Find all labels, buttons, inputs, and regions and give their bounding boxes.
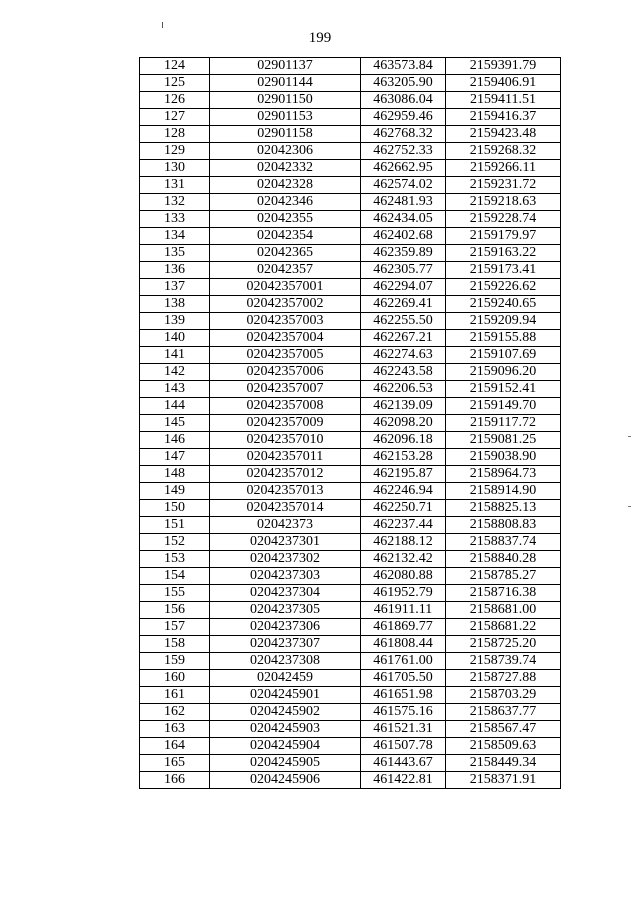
table-row (140, 500, 561, 517)
y-coordinate-cell: 2159081.25 (446, 432, 561, 449)
row-number-cell: 130 (140, 160, 210, 177)
y-coordinate-cell: 2158681.00 (446, 602, 561, 619)
point-id-cell: 0204245905 (210, 755, 361, 772)
y-coordinate-cell: 2158716.38 (446, 585, 561, 602)
y-coordinate-cell: 2159209.94 (446, 313, 561, 330)
x-coordinate-cell: 462237.44 (361, 517, 446, 534)
point-id-cell: 02042357 (210, 262, 361, 279)
point-id-cell: 02042357003 (210, 313, 361, 330)
table-row (140, 483, 561, 500)
table-row (140, 738, 561, 755)
point-id-cell: 0204245904 (210, 738, 361, 755)
row-number-cell: 159 (140, 653, 210, 670)
y-coordinate-cell: 2159266.11 (446, 160, 561, 177)
x-coordinate-cell: 462269.41 (361, 296, 446, 313)
table-row (140, 721, 561, 738)
x-coordinate-cell: 461705.50 (361, 670, 446, 687)
row-number-cell: 143 (140, 381, 210, 398)
y-coordinate-cell: 2159406.91 (446, 75, 561, 92)
x-coordinate-cell: 462574.02 (361, 177, 446, 194)
point-id-cell: 02042459 (210, 670, 361, 687)
table-row (140, 211, 561, 228)
x-coordinate-cell: 461521.31 (361, 721, 446, 738)
y-coordinate-cell: 2158509.63 (446, 738, 561, 755)
row-number-cell: 149 (140, 483, 210, 500)
table-row (140, 228, 561, 245)
row-number-cell: 151 (140, 517, 210, 534)
row-number-cell: 128 (140, 126, 210, 143)
y-coordinate-cell: 2159268.32 (446, 143, 561, 160)
table-row (140, 160, 561, 177)
x-coordinate-cell: 463086.04 (361, 92, 446, 109)
table-row (140, 398, 561, 415)
x-coordinate-cell: 462132.42 (361, 551, 446, 568)
row-number-cell: 153 (140, 551, 210, 568)
point-id-cell: 02042332 (210, 160, 361, 177)
point-id-cell: 02901153 (210, 109, 361, 126)
point-id-cell: 02901137 (210, 58, 361, 75)
row-number-cell: 165 (140, 755, 210, 772)
row-number-cell: 136 (140, 262, 210, 279)
table-row (140, 517, 561, 534)
row-number-cell: 124 (140, 58, 210, 75)
table-row (140, 534, 561, 551)
table-row (140, 415, 561, 432)
table-row (140, 704, 561, 721)
row-number-cell: 163 (140, 721, 210, 738)
x-coordinate-cell: 462206.53 (361, 381, 446, 398)
row-number-cell: 156 (140, 602, 210, 619)
y-coordinate-cell: 2159231.72 (446, 177, 561, 194)
x-coordinate-cell: 462188.12 (361, 534, 446, 551)
x-coordinate-cell: 461422.81 (361, 772, 446, 789)
point-id-cell: 0204237301 (210, 534, 361, 551)
point-id-cell: 02042357001 (210, 279, 361, 296)
x-coordinate-cell: 462250.71 (361, 500, 446, 517)
y-coordinate-cell: 2159107.69 (446, 347, 561, 364)
table-row (140, 262, 561, 279)
row-number-cell: 157 (140, 619, 210, 636)
row-number-cell: 131 (140, 177, 210, 194)
y-coordinate-cell: 2158681.22 (446, 619, 561, 636)
x-coordinate-cell: 462255.50 (361, 313, 446, 330)
point-id-cell: 0204245901 (210, 687, 361, 704)
point-id-cell: 02042357010 (210, 432, 361, 449)
point-id-cell: 02901150 (210, 92, 361, 109)
row-number-cell: 150 (140, 500, 210, 517)
x-coordinate-cell: 461761.00 (361, 653, 446, 670)
point-id-cell: 0204237304 (210, 585, 361, 602)
table-row (140, 568, 561, 585)
y-coordinate-cell: 2158449.34 (446, 755, 561, 772)
y-coordinate-cell: 2159391.79 (446, 58, 561, 75)
table-row (140, 381, 561, 398)
row-number-cell: 138 (140, 296, 210, 313)
point-id-cell: 02042373 (210, 517, 361, 534)
row-number-cell: 126 (140, 92, 210, 109)
x-coordinate-cell: 462098.20 (361, 415, 446, 432)
x-coordinate-cell: 462139.09 (361, 398, 446, 415)
point-id-cell: 02042357011 (210, 449, 361, 466)
y-coordinate-cell: 2158808.83 (446, 517, 561, 534)
x-coordinate-cell: 461952.79 (361, 585, 446, 602)
y-coordinate-cell: 2158840.28 (446, 551, 561, 568)
table-row (140, 755, 561, 772)
y-coordinate-cell: 2158837.74 (446, 534, 561, 551)
y-coordinate-cell: 2158964.73 (446, 466, 561, 483)
point-id-cell: 0204237306 (210, 619, 361, 636)
table-row (140, 58, 561, 75)
row-number-cell: 164 (140, 738, 210, 755)
y-coordinate-cell: 2158637.77 (446, 704, 561, 721)
row-number-cell: 129 (140, 143, 210, 160)
point-id-cell: 02042357007 (210, 381, 361, 398)
y-coordinate-cell: 2159173.41 (446, 262, 561, 279)
table-row (140, 279, 561, 296)
point-id-cell: 02042357005 (210, 347, 361, 364)
row-number-cell: 127 (140, 109, 210, 126)
x-coordinate-cell: 462662.95 (361, 160, 446, 177)
table-row (140, 551, 561, 568)
point-id-cell: 02042365 (210, 245, 361, 262)
x-coordinate-cell: 462153.28 (361, 449, 446, 466)
point-id-cell: 02042354 (210, 228, 361, 245)
y-coordinate-cell: 2159179.97 (446, 228, 561, 245)
x-coordinate-cell: 462267.21 (361, 330, 446, 347)
table-row (140, 143, 561, 160)
row-number-cell: 137 (140, 279, 210, 296)
x-coordinate-cell: 462305.77 (361, 262, 446, 279)
x-coordinate-cell: 462752.33 (361, 143, 446, 160)
y-coordinate-cell: 2158703.29 (446, 687, 561, 704)
row-number-cell: 152 (140, 534, 210, 551)
x-coordinate-cell: 461443.67 (361, 755, 446, 772)
x-coordinate-cell: 462481.93 (361, 194, 446, 211)
y-coordinate-cell: 2159117.72 (446, 415, 561, 432)
x-coordinate-cell: 462080.88 (361, 568, 446, 585)
row-number-cell: 158 (140, 636, 210, 653)
y-coordinate-cell: 2159096.20 (446, 364, 561, 381)
table-row (140, 653, 561, 670)
point-id-cell: 02042306 (210, 143, 361, 160)
table-row (140, 194, 561, 211)
row-number-cell: 139 (140, 313, 210, 330)
table-row (140, 330, 561, 347)
y-coordinate-cell: 2159226.62 (446, 279, 561, 296)
point-id-cell: 02042357006 (210, 364, 361, 381)
row-number-cell: 160 (140, 670, 210, 687)
x-coordinate-cell: 462768.32 (361, 126, 446, 143)
x-coordinate-cell: 462246.94 (361, 483, 446, 500)
point-id-cell: 02901158 (210, 126, 361, 143)
margin-mark (628, 506, 631, 507)
row-number-cell: 148 (140, 466, 210, 483)
point-id-cell: 02901144 (210, 75, 361, 92)
table-row (140, 296, 561, 313)
table-row (140, 347, 561, 364)
y-coordinate-cell: 2158567.47 (446, 721, 561, 738)
row-number-cell: 161 (140, 687, 210, 704)
row-number-cell: 147 (140, 449, 210, 466)
y-coordinate-cell: 2159149.70 (446, 398, 561, 415)
y-coordinate-cell: 2158371.91 (446, 772, 561, 789)
point-id-cell: 0204237308 (210, 653, 361, 670)
x-coordinate-cell: 462243.58 (361, 364, 446, 381)
x-coordinate-cell: 462359.89 (361, 245, 446, 262)
table-row (140, 687, 561, 704)
table-row (140, 364, 561, 381)
x-coordinate-cell: 461869.77 (361, 619, 446, 636)
table-row (140, 75, 561, 92)
x-coordinate-cell: 462959.46 (361, 109, 446, 126)
point-id-cell: 02042357013 (210, 483, 361, 500)
x-coordinate-cell: 461575.16 (361, 704, 446, 721)
table-body (140, 58, 561, 789)
table-row (140, 313, 561, 330)
row-number-cell: 125 (140, 75, 210, 92)
y-coordinate-cell: 2158727.88 (446, 670, 561, 687)
y-coordinate-cell: 2159416.37 (446, 109, 561, 126)
table-row (140, 449, 561, 466)
y-coordinate-cell: 2159218.63 (446, 194, 561, 211)
y-coordinate-cell: 2159228.74 (446, 211, 561, 228)
point-id-cell: 0204237307 (210, 636, 361, 653)
point-id-cell: 0204245903 (210, 721, 361, 738)
row-number-cell: 135 (140, 245, 210, 262)
table-row (140, 466, 561, 483)
row-number-cell: 134 (140, 228, 210, 245)
row-number-cell: 145 (140, 415, 210, 432)
table-row (140, 619, 561, 636)
y-coordinate-cell: 2159423.48 (446, 126, 561, 143)
x-coordinate-cell: 461507.78 (361, 738, 446, 755)
x-coordinate-cell: 463573.84 (361, 58, 446, 75)
y-coordinate-cell: 2158825.13 (446, 500, 561, 517)
point-id-cell: 02042328 (210, 177, 361, 194)
row-number-cell: 141 (140, 347, 210, 364)
row-number-cell: 162 (140, 704, 210, 721)
x-coordinate-cell: 461651.98 (361, 687, 446, 704)
point-id-cell: 02042357008 (210, 398, 361, 415)
x-coordinate-cell: 462096.18 (361, 432, 446, 449)
y-coordinate-cell: 2159155.88 (446, 330, 561, 347)
y-coordinate-cell: 2158914.90 (446, 483, 561, 500)
point-id-cell: 0204245902 (210, 704, 361, 721)
row-number-cell: 142 (140, 364, 210, 381)
row-number-cell: 154 (140, 568, 210, 585)
point-id-cell: 02042357009 (210, 415, 361, 432)
table-row (140, 126, 561, 143)
table-row (140, 602, 561, 619)
x-coordinate-cell: 462402.68 (361, 228, 446, 245)
row-number-cell: 166 (140, 772, 210, 789)
y-coordinate-cell: 2159038.90 (446, 449, 561, 466)
row-number-cell: 155 (140, 585, 210, 602)
table-row (140, 177, 561, 194)
x-coordinate-cell: 462294.07 (361, 279, 446, 296)
point-id-cell: 02042357012 (210, 466, 361, 483)
x-coordinate-cell: 461911.11 (361, 602, 446, 619)
y-coordinate-cell: 2158785.27 (446, 568, 561, 585)
point-id-cell: 02042346 (210, 194, 361, 211)
table-row (140, 670, 561, 687)
coordinates-table (139, 57, 561, 789)
y-coordinate-cell: 2159152.41 (446, 381, 561, 398)
row-number-cell: 140 (140, 330, 210, 347)
y-coordinate-cell: 2159163.22 (446, 245, 561, 262)
point-id-cell: 02042355 (210, 211, 361, 228)
table-row (140, 585, 561, 602)
point-id-cell: 02042357014 (210, 500, 361, 517)
point-id-cell: 02042357002 (210, 296, 361, 313)
table-row (140, 92, 561, 109)
point-id-cell: 0204237305 (210, 602, 361, 619)
margin-mark (628, 436, 631, 437)
y-coordinate-cell: 2158725.20 (446, 636, 561, 653)
scan-mark (162, 22, 163, 28)
table-row (140, 772, 561, 789)
table-row (140, 636, 561, 653)
x-coordinate-cell: 462274.63 (361, 347, 446, 364)
x-coordinate-cell: 462434.05 (361, 211, 446, 228)
point-id-cell: 0204245906 (210, 772, 361, 789)
row-number-cell: 133 (140, 211, 210, 228)
point-id-cell: 0204237303 (210, 568, 361, 585)
x-coordinate-cell: 462195.87 (361, 466, 446, 483)
x-coordinate-cell: 461808.44 (361, 636, 446, 653)
x-coordinate-cell: 463205.90 (361, 75, 446, 92)
table-row (140, 109, 561, 126)
table-row (140, 245, 561, 262)
row-number-cell: 132 (140, 194, 210, 211)
point-id-cell: 02042357004 (210, 330, 361, 347)
y-coordinate-cell: 2158739.74 (446, 653, 561, 670)
y-coordinate-cell: 2159240.65 (446, 296, 561, 313)
table-row (140, 432, 561, 449)
point-id-cell: 0204237302 (210, 551, 361, 568)
y-coordinate-cell: 2159411.51 (446, 92, 561, 109)
row-number-cell: 146 (140, 432, 210, 449)
row-number-cell: 144 (140, 398, 210, 415)
page-number: 199 (308, 30, 332, 46)
